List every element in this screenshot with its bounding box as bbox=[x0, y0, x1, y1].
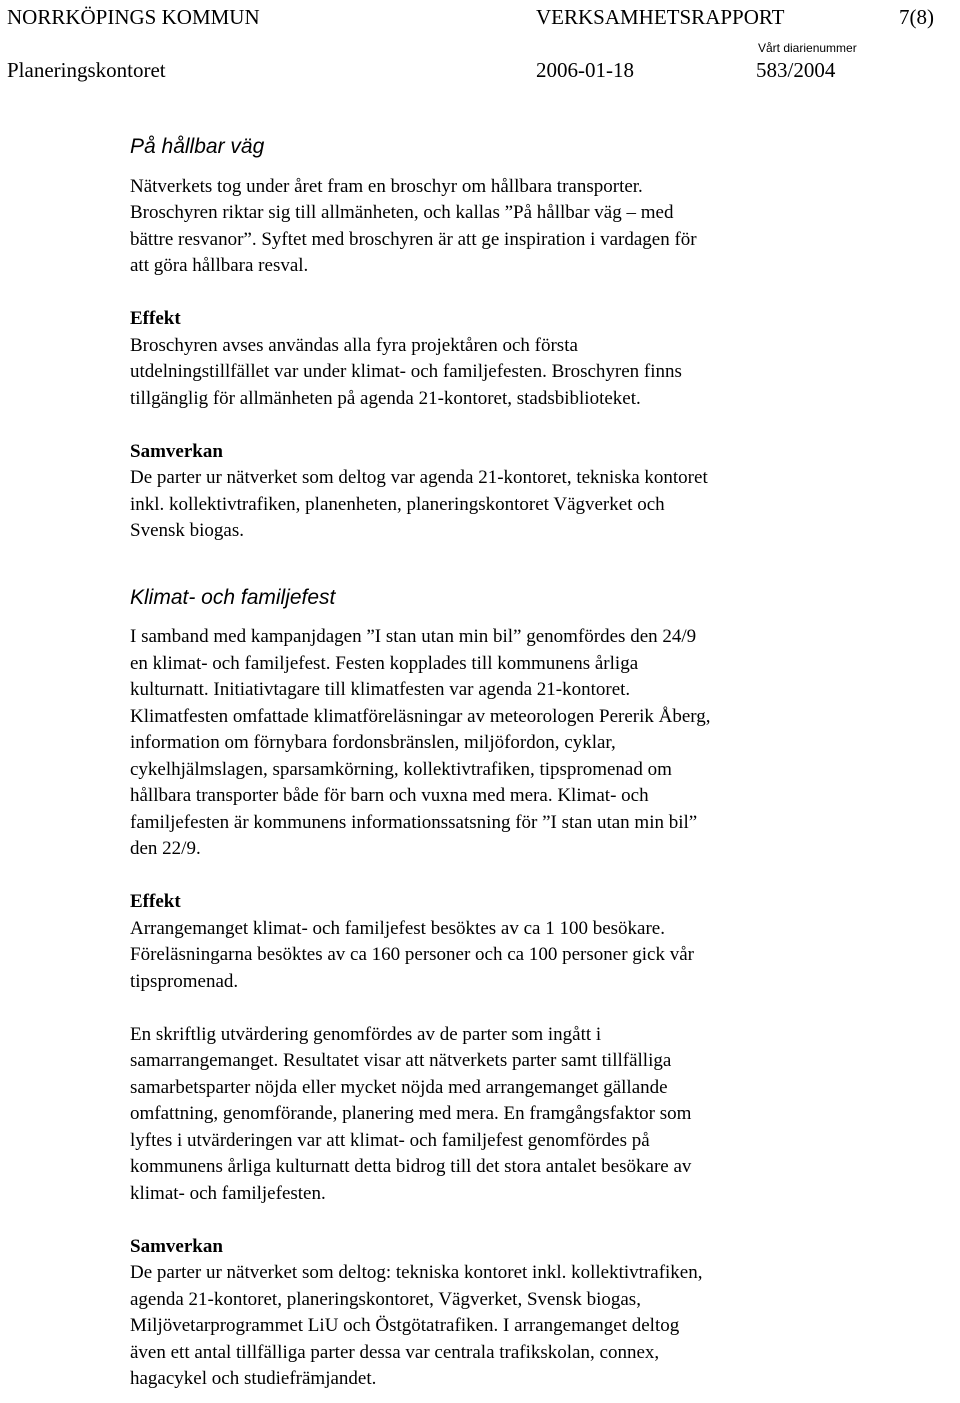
text-line: Miljövetarprogrammet LiU och Östgötatrafiken. I arrangemanget deltog bbox=[130, 1315, 680, 1336]
text-line: tillgänglig för allmänheten på agenda 21-kontoret, stadsbiblioteket. bbox=[130, 387, 641, 409]
organization-name: NORRKÖPINGS KOMMUN bbox=[7, 5, 260, 29]
text-line: samarrangemanget. Resultatet visar att nätverkets parter samt tillfälliga bbox=[130, 1050, 672, 1071]
text-line: information om förnybara fordonsbränslen, miljöfordon, cyklar, bbox=[130, 732, 616, 753]
text-line: En skriftlig utvärdering genomfördes av de parter som ingått i bbox=[130, 1023, 602, 1045]
text-line: Broschyren riktar sig till allmänheten, och kallas ”På hållbar väg – med bbox=[130, 202, 674, 223]
section-title-klimat-familjefest: Klimat- och familjefest bbox=[130, 585, 336, 609]
text-line: De parter ur nätverket som deltog var agenda 21-kontoret, tekniska kontoret bbox=[130, 467, 708, 488]
text-line: samarbetsparter nöjda eller mycket nöjda med arrangemanget gällande bbox=[130, 1076, 668, 1098]
paragraph-effekt bbox=[130, 333, 865, 413]
text-line: omfattning, genomförande, planering med mera. En framgångsfaktor som bbox=[130, 1103, 692, 1124]
text-line: Klimatfesten omfattade klimatföreläsningar av meteorologen Pererik Åberg, bbox=[130, 705, 711, 727]
subheading-effekt: Effekt bbox=[130, 891, 181, 912]
text-line: agenda 21-kontoret, planeringskontoret, Vägverket, Svensk biogas, bbox=[130, 1288, 641, 1310]
paragraph-effekt bbox=[130, 916, 865, 996]
text-line: hållbara transporter både för barn och vuxna med mera. Klimat- och bbox=[130, 785, 649, 806]
text-line: utdelningstillfället var under klimat- och familjefesten. Broschyren finns bbox=[130, 361, 682, 382]
paragraph-utvardering bbox=[130, 1022, 865, 1208]
department-name: Planeringskontoret bbox=[7, 58, 166, 82]
document-body bbox=[130, 134, 865, 1393]
text-line: kommunens årliga kulturnatt detta bidrog till det stora antalet besökare av bbox=[130, 1156, 692, 1177]
text-line: Broschyren avses användas alla fyra projektåren och första bbox=[130, 334, 578, 356]
text-line: cykelhjälmslagen, sparsamkörning, kollektivtrafiken, tipspromenad om bbox=[130, 758, 672, 780]
text-line: Svensk biogas. bbox=[130, 520, 244, 541]
report-title: VERKSAMHETSRAPPORT bbox=[536, 5, 785, 29]
text-line: att göra hållbara resval. bbox=[130, 255, 309, 276]
diary-number-label: Vårt diarienummer bbox=[758, 41, 857, 55]
text-line: lyftes i utvärderingen var att klimat- och familjefest genomfördes på bbox=[130, 1129, 650, 1151]
text-line: tipspromenad. bbox=[130, 970, 239, 992]
subheading-samverkan: Samverkan bbox=[130, 440, 223, 462]
text-line: den 22/9. bbox=[130, 838, 201, 859]
section-title-hallbar-vag: På hållbar väg bbox=[130, 135, 265, 158]
page-number: 7(8) bbox=[899, 5, 934, 29]
text-line: Arrangemanget klimat- och familjefest besöktes av ca 1 100 besökare. bbox=[130, 917, 665, 939]
text-line: bättre resvanor”. Syftet med broschyren är att ge inspiration i vardagen för bbox=[130, 228, 697, 250]
text-line: kulturnatt. Initiativtagare till klimatfesten var agenda 21-kontoret. bbox=[130, 679, 631, 700]
subheading-effekt: Effekt bbox=[130, 308, 181, 329]
diary-number: 583/2004 bbox=[756, 58, 836, 82]
report-date: 2006-01-18 bbox=[536, 58, 634, 82]
text-line: I samband med kampanjdagen ”I stan utan min bil” genomfördes den 24/9 bbox=[130, 626, 697, 647]
paragraph-klimatfest-intro bbox=[130, 624, 865, 863]
paragraph-samverkan bbox=[130, 1260, 865, 1393]
text-line: Nätverkets tog under året fram en broschyr om hållbara transporter. bbox=[130, 175, 643, 197]
text-line: en klimat- och familjefest. Festen kopplades till kommunens årliga bbox=[130, 652, 639, 674]
subheading-samverkan: Samverkan bbox=[130, 1235, 223, 1257]
text-line: De parter ur nätverket som deltog: tekniska kontoret inkl. kollektivtrafiken, bbox=[130, 1262, 703, 1283]
text-line: inkl. kollektivtrafiken, planenheten, planeringskontoret Vägverket och bbox=[130, 493, 665, 515]
text-line: hagacykel och studiefrämjandet. bbox=[130, 1368, 377, 1389]
text-line: Föreläsningarna besöktes av ca 160 personer och ca 100 personer gick vår bbox=[130, 944, 694, 965]
paragraph-samverkan bbox=[130, 465, 865, 545]
text-line: även ett antal tillfälliga parter dessa var centrala trafikskolan, connex, bbox=[130, 1341, 660, 1363]
text-line: klimat- och familjefesten. bbox=[130, 1182, 326, 1204]
paragraph-hallbar-vag-intro bbox=[130, 174, 865, 280]
text-line: familjefesten är kommunens informationssatsning för ”I stan utan min bil” bbox=[130, 811, 698, 833]
